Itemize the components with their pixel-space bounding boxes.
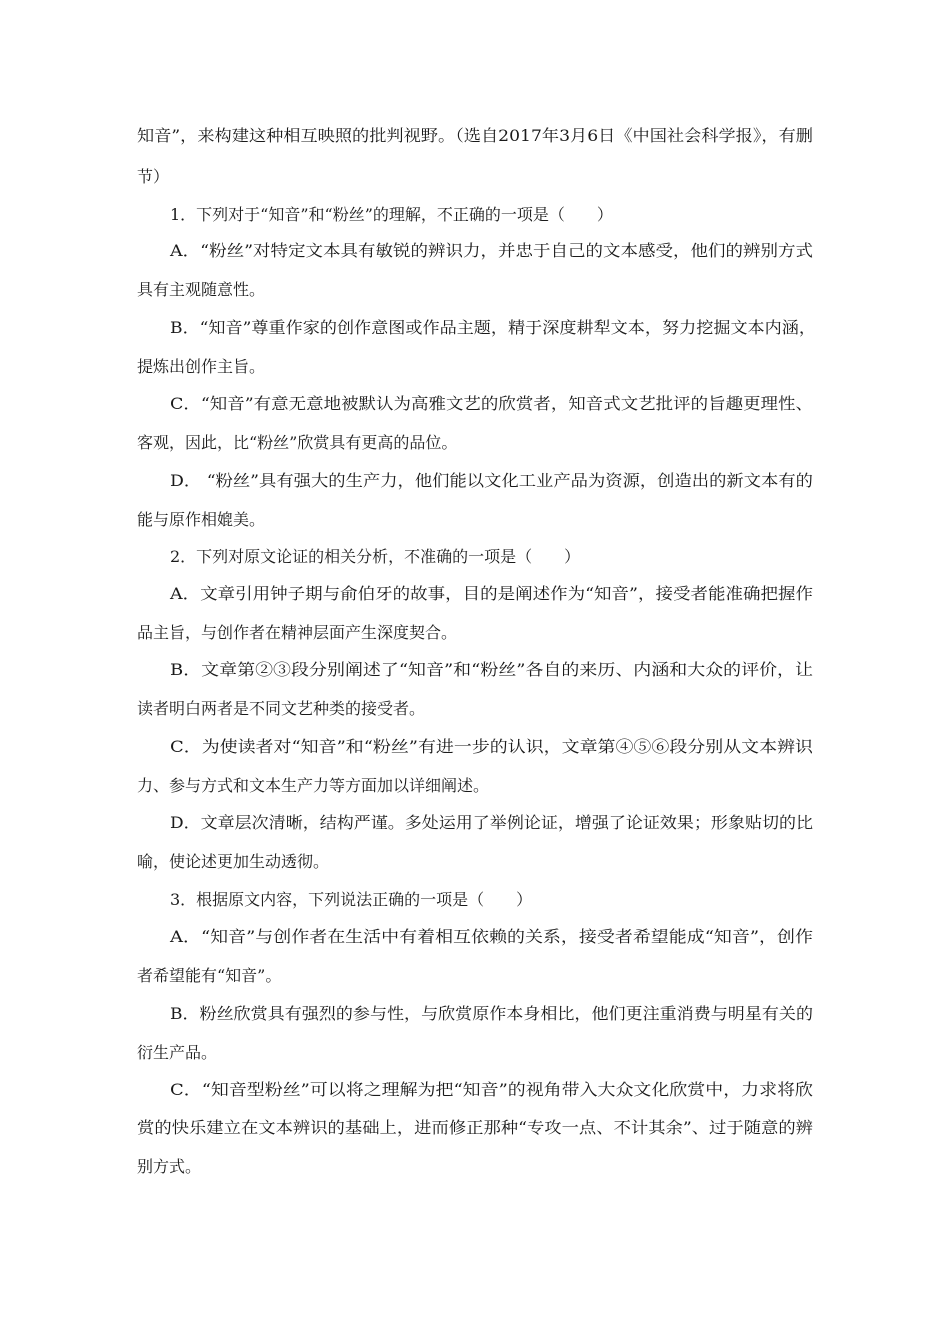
question-2-option-c: C．为使读者对“知音”和“粉丝”有进一步的认识，文章第④⑤⑥段分别从文本辨识 [170,737,813,756]
question-1-option-c-cont: 客观，因此，比“粉丝”欣赏具有更高的品位。 [137,433,458,452]
question-3-option-b-cont: 衍生产品。 [137,1043,218,1062]
question-3-stem: 3．根据原文内容，下列说法正确的一项是（ ） [170,890,533,909]
question-1-option-b: B．“知音”尊重作家的创作意图或作品主题，精于深度耕犁文本，努力挖掘文本内涵， [170,318,816,337]
intro-line: 知音”，来构建这种相互映照的批判视野。（选自2017年3月6日《中国社会科学报》，有删 [137,126,813,145]
question-1-stem: 1．下列对于“知音”和“粉丝”的理解，不正确的一项是（ ） [170,205,613,224]
question-3-option-c-cont: 赏的快乐建立在文本辨识的基础上，进而修正那种“专攻一点、不计其余”、过于随意的辨 [137,1118,813,1137]
question-3-option-c-cont-2: 别方式。 [137,1157,202,1176]
question-1-option-d-cont: 能与原作相媲美。 [137,510,266,529]
question-1-option-d: D． “粉丝”具有强大的生产力，他们能以文化工业产品为资源，创造出的新文本有的 [170,471,813,490]
question-2-stem: 2．下列对原文论证的相关分析，不准确的一项是（ ） [170,547,581,566]
question-2-option-d-cont: 喻，使论述更加生动透彻。 [137,852,330,871]
question-3-option-c: C．“知音型粉丝”可以将之理解为把“知音”的视角带入大众文化欣赏中，力求将欣 [170,1080,813,1099]
question-1-option-c: C．“知音”有意无意地被默认为高雅文艺的欣赏者，知音式文艺批评的旨趣更理性、 [170,394,813,413]
question-1-option-a-cont: 具有主观随意性。 [137,280,266,299]
question-2-option-d: D．文章层次清晰，结构严谨。多处运用了举例论证，增强了论证效果；形象贴切的比 [170,813,813,832]
question-3-option-b: B．粉丝欣赏具有强烈的参与性，与欣赏原作本身相比，他们更注重消费与明星有关的 [170,1004,813,1023]
question-3-option-a: A．“知音”与创作者在生活中有着相互依赖的关系，接受者希望能成“知音”，创作 [170,927,813,946]
question-1-option-a: A．“粉丝”对特定文本具有敏锐的辨识力，并忠于自己的文本感受，他们的辨别方式 [170,241,813,260]
intro-line: 节） [137,167,170,186]
question-2-option-a-cont: 品主旨，与创作者在精神层面产生深度契合。 [137,623,458,642]
question-2-option-c-cont: 力、参与方式和文本生产力等方面加以详细阐述。 [137,776,490,795]
question-2-option-b-cont: 读者明白两者是不同文艺种类的接受者。 [137,699,426,718]
question-3-option-a-cont: 者希望能有“知音”。 [137,966,282,985]
question-2-option-a: A．文章引用钟子期与俞伯牙的故事，目的是阐述作为“知音”，接受者能准确把握作 [170,584,813,603]
question-2-option-b: B．文章第②③段分别阐述了“知音”和“粉丝”各自的来历、内涵和大众的评价，让 [170,660,813,679]
question-1-option-b-cont: 提炼出创作主旨。 [137,357,266,376]
